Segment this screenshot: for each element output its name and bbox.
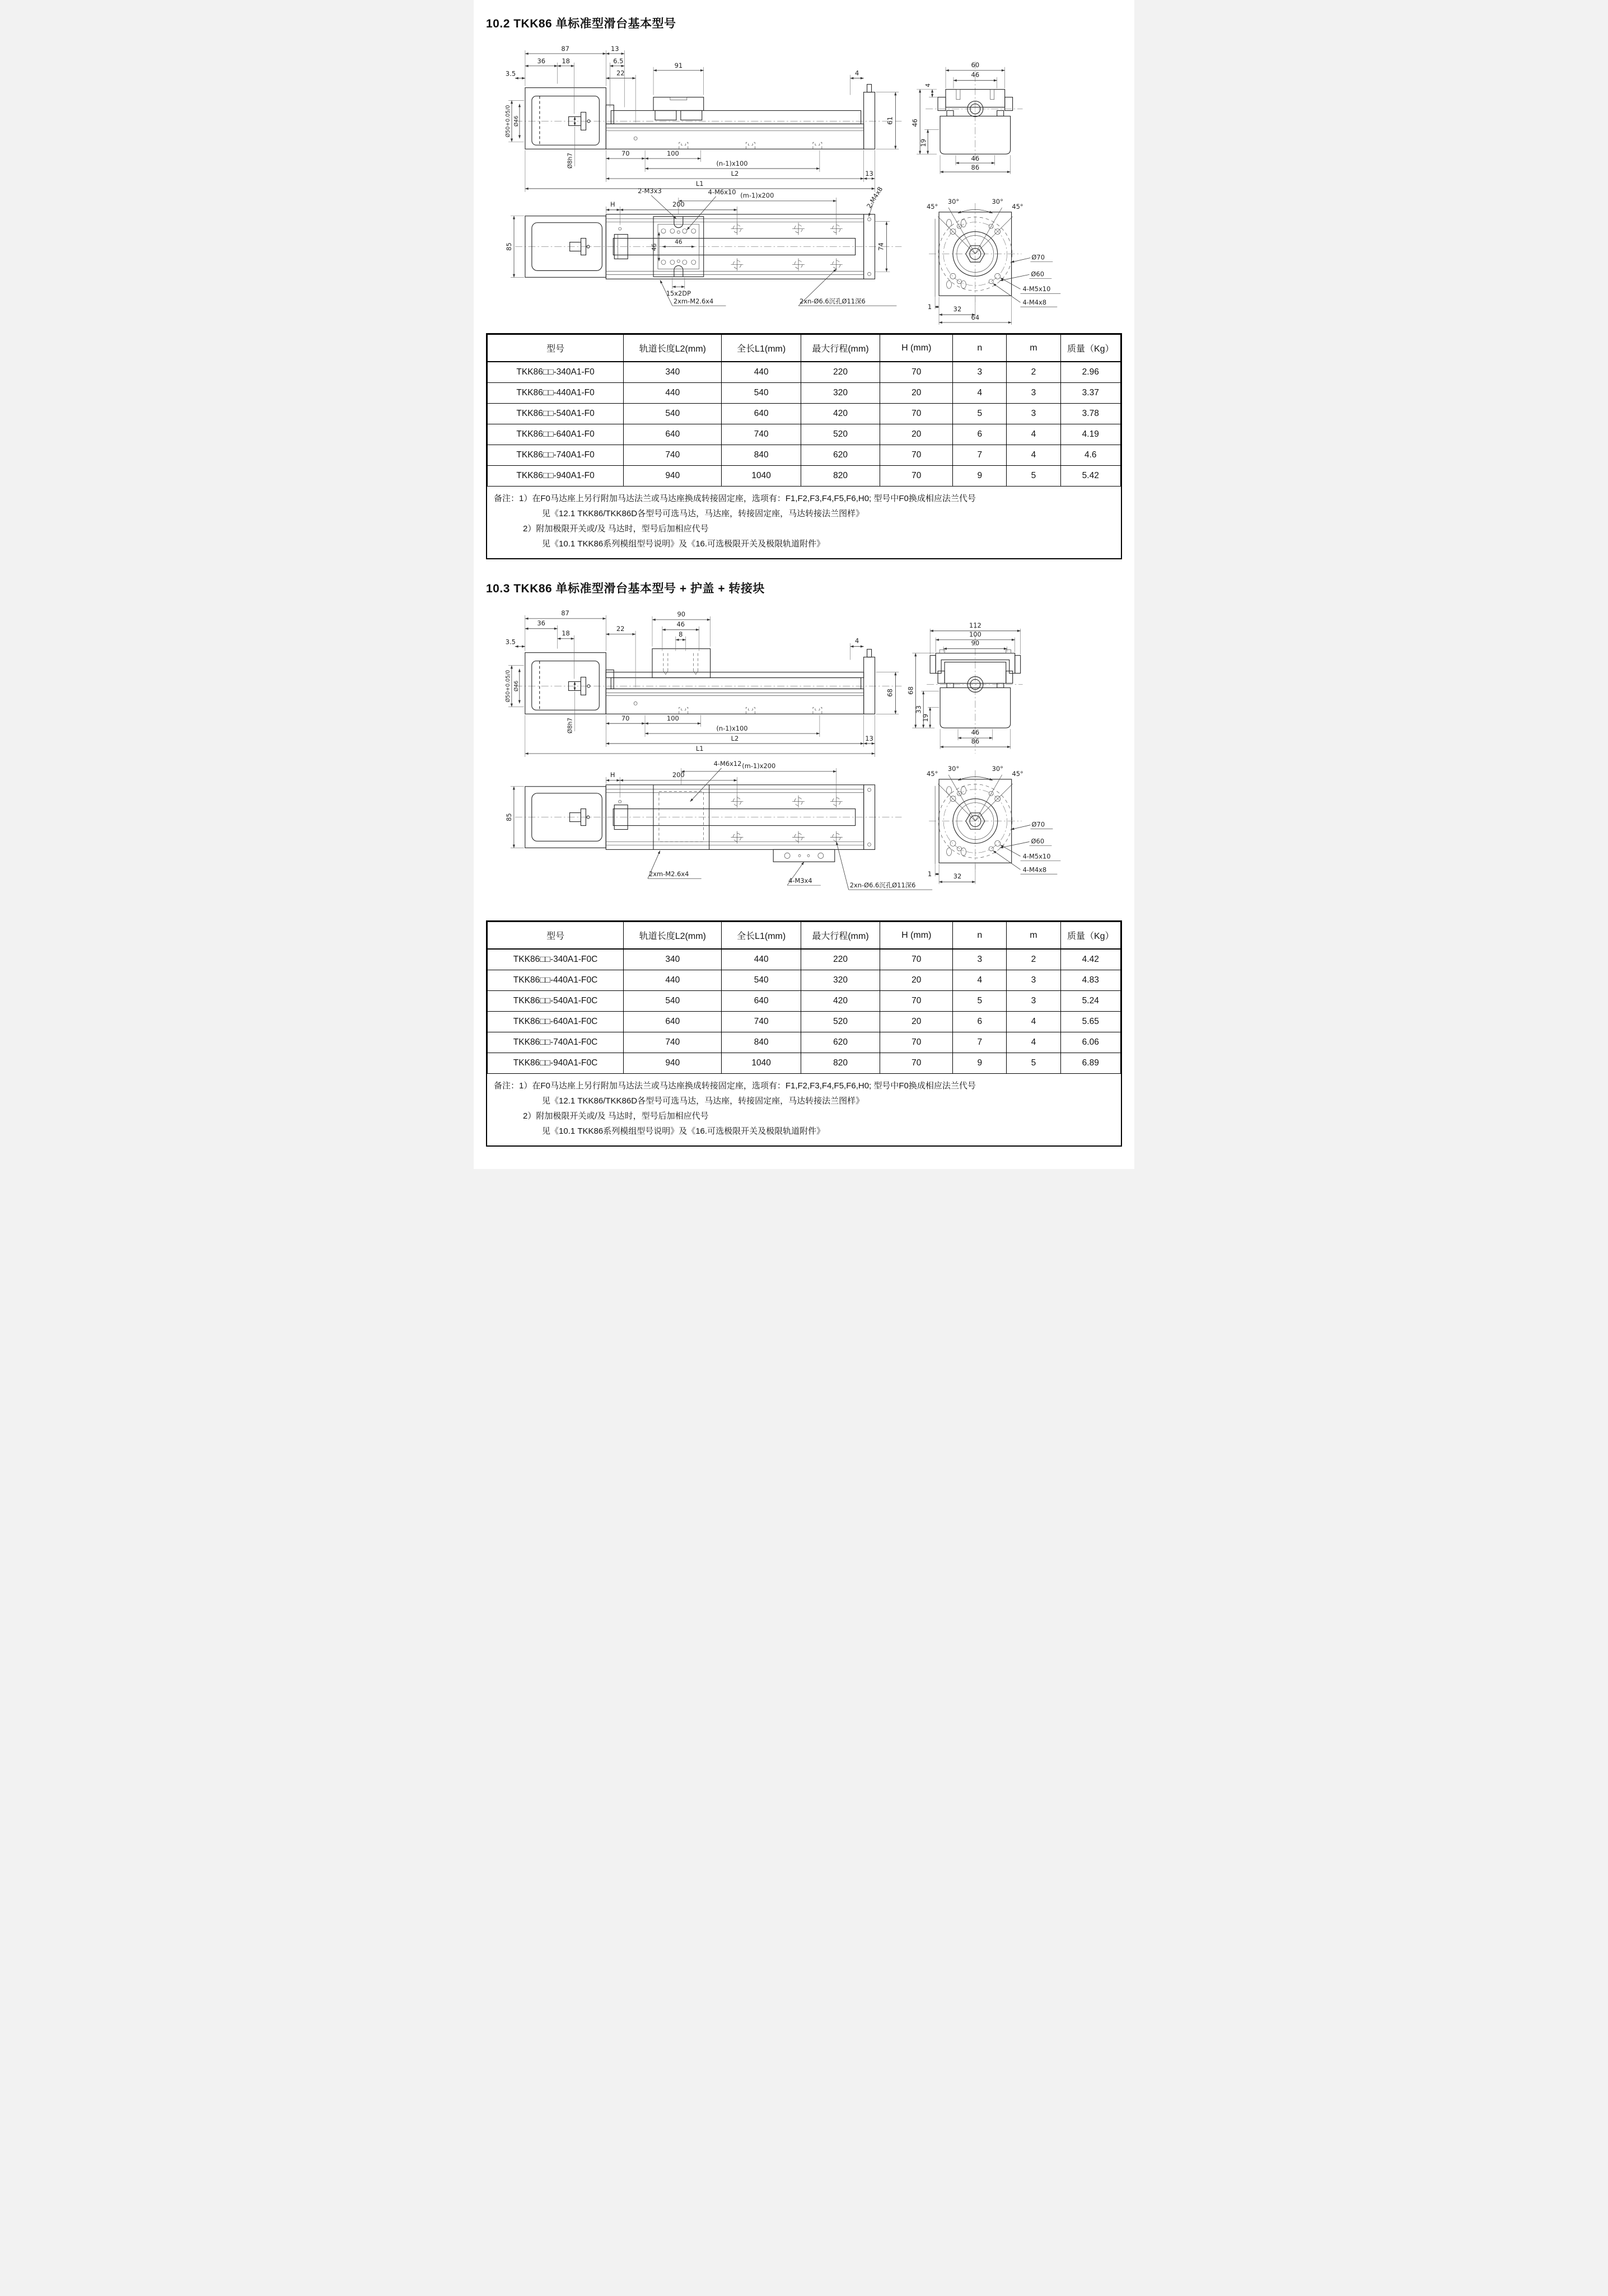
dim-label: Ø46 xyxy=(513,680,520,692)
dim-label: 19 xyxy=(919,138,928,147)
thread-callout: 4-M4x8 xyxy=(1022,298,1047,307)
value-cell: 420 xyxy=(801,404,880,424)
value-cell: 2.96 xyxy=(1060,362,1120,383)
dim-label: 87 xyxy=(561,609,569,617)
value-cell: 220 xyxy=(801,949,880,970)
value-cell: 220 xyxy=(801,362,880,383)
value-cell: 7 xyxy=(953,1032,1007,1053)
dim-label: 87 xyxy=(561,44,569,53)
model-cell: TKK86□□-540A1-F0 xyxy=(488,404,624,424)
value-cell: 6 xyxy=(953,424,1007,445)
dim-label: H xyxy=(610,200,615,208)
value-cell: 70 xyxy=(880,1053,953,1074)
header-row xyxy=(488,922,1121,950)
value-cell: 640 xyxy=(722,991,801,1012)
dim-label: 74 xyxy=(877,242,885,251)
dim-label: 19 xyxy=(922,713,930,722)
note-line: 备注：1）在F0马达座上另行附加马达法兰或马达座换成转接固定座，选项有：F1,F2,F3,F4,F5,F6,H0; 型号中F0换成相应法兰代号 xyxy=(494,494,976,503)
col-header-l1: 全长L1(mm) xyxy=(722,335,801,362)
table-body-10-2 xyxy=(488,362,1121,487)
value-cell: 9 xyxy=(953,466,1007,487)
value-cell: 740 xyxy=(722,1012,801,1032)
table-row xyxy=(488,1053,1121,1074)
dia-callout: Ø60 xyxy=(1031,270,1044,278)
dim-label: 46 xyxy=(675,239,683,246)
dim-label: L2 xyxy=(731,170,739,178)
angle-label: 45° xyxy=(927,769,938,778)
dim-label: 46 xyxy=(676,620,685,628)
col-header-l2: 轨道长度L2(mm) xyxy=(624,922,722,950)
value-cell: 70 xyxy=(880,949,953,970)
dim-label: 3.5 xyxy=(505,638,516,646)
value-cell: 3 xyxy=(953,949,1007,970)
dim-label: H xyxy=(610,770,615,779)
value-cell: 4.19 xyxy=(1060,424,1120,445)
value-cell: 5.24 xyxy=(1060,991,1120,1012)
thread-callout: 2-M4x8 xyxy=(864,185,885,210)
spec-table-10-3 xyxy=(486,920,1122,1147)
dim-label: 61 xyxy=(886,116,894,125)
value-cell: 4 xyxy=(953,383,1007,404)
dim-label: 70 xyxy=(621,149,630,158)
dia-callout: Ø70 xyxy=(1031,253,1045,261)
plan-view-dimensions xyxy=(505,760,932,890)
thread-callout: 2xm-M2.6x4 xyxy=(648,870,689,878)
value-cell: 5 xyxy=(953,991,1007,1012)
value-cell: 640 xyxy=(624,1012,722,1032)
dim-label: 91 xyxy=(674,61,683,69)
angle-label: 30° xyxy=(992,764,1003,773)
dim-label: 90 xyxy=(971,639,980,647)
value-cell: 1040 xyxy=(722,1053,801,1074)
table-row xyxy=(488,970,1121,991)
table-body-10-3 xyxy=(488,949,1121,1074)
value-cell: 340 xyxy=(624,362,722,383)
col-header-model: 型号 xyxy=(488,335,624,362)
thread-callout: 4-M5x10 xyxy=(1022,852,1051,861)
dim-label: 100 xyxy=(969,630,981,638)
value-cell: 5 xyxy=(1007,1053,1060,1074)
col-header-n: n xyxy=(953,922,1007,950)
plan-view-dimensions xyxy=(505,185,896,306)
value-cell: 2 xyxy=(1007,362,1060,383)
table-row xyxy=(488,383,1121,404)
value-cell: 740 xyxy=(722,424,801,445)
value-cell: 4.83 xyxy=(1060,970,1120,991)
col-header-h: H (mm) xyxy=(880,922,953,950)
dim-label: 18 xyxy=(562,57,570,65)
dim-label: 68 xyxy=(906,686,915,695)
dim-label: 1 xyxy=(927,303,932,311)
value-cell: 70 xyxy=(880,1032,953,1053)
value-cell: 1040 xyxy=(722,466,801,487)
col-header-l1: 全长L1(mm) xyxy=(722,922,801,950)
col-header-l2: 轨道长度L2(mm) xyxy=(624,335,722,362)
table-row xyxy=(488,404,1121,424)
counterbore-holes xyxy=(731,796,842,844)
value-cell: 70 xyxy=(880,445,953,466)
section-title-10-3: 10.3 TKK86 单标准型滑台基本型号 + 护盖 + 转接块 xyxy=(486,582,765,595)
dim-label: 33 xyxy=(914,705,923,714)
note-line: 见《10.1 TKK86系列模组型号说明》及《16.可选极限开关及极限轨道附件》 xyxy=(542,539,825,549)
value-cell: 7 xyxy=(953,445,1007,466)
value-cell: 70 xyxy=(880,466,953,487)
front-view-geometry xyxy=(515,649,902,714)
dim-label: 36 xyxy=(537,57,546,65)
value-cell: 9 xyxy=(953,1053,1007,1074)
dim-label: Ø50+0.05/0 xyxy=(504,670,511,703)
value-cell: 340 xyxy=(624,949,722,970)
note-line: 见《12.1 TKK86/TKK86D各型号可选马达，马达座，转接固定座，马达转接法兰图样》 xyxy=(542,509,864,518)
dim-label: Ø46 xyxy=(513,115,520,127)
thread-callout: 2-M3x3 xyxy=(638,186,662,195)
value-cell: 5.65 xyxy=(1060,1012,1120,1032)
value-cell: 20 xyxy=(880,383,953,404)
value-cell: 20 xyxy=(880,424,953,445)
value-cell: 320 xyxy=(801,383,880,404)
front-view-dimensions xyxy=(505,609,899,757)
angle-label: 30° xyxy=(992,197,1003,205)
value-cell: 640 xyxy=(722,404,801,424)
dim-label: 112 xyxy=(969,621,981,629)
value-cell: 420 xyxy=(801,991,880,1012)
dia-callout: Ø70 xyxy=(1031,820,1045,829)
spec-table-10-2 xyxy=(486,333,1122,559)
plan-view-geometry xyxy=(515,785,902,862)
angle-label: 45° xyxy=(1012,202,1023,211)
end-view xyxy=(927,198,1060,325)
value-cell: 440 xyxy=(624,383,722,404)
dim-label: (n-1)x100 xyxy=(716,724,748,733)
dim-label: 46 xyxy=(651,243,658,251)
value-cell: 2 xyxy=(1007,949,1060,970)
value-cell: 940 xyxy=(624,466,722,487)
dim-label: 46 xyxy=(971,728,980,737)
model-cell: TKK86□□-440A1-F0C xyxy=(488,970,624,991)
value-cell: 3.37 xyxy=(1060,383,1120,404)
dim-label: 13 xyxy=(865,170,873,178)
dim-label: Ø8h7 xyxy=(567,152,574,169)
hole-callout: 2xn-Ø6.6沉孔Ø11深6 xyxy=(800,297,866,306)
hole-callout: 2xn-Ø6.6沉孔Ø11深6 xyxy=(849,881,916,890)
angle-label: 45° xyxy=(1012,769,1023,778)
value-cell: 20 xyxy=(880,970,953,991)
value-cell: 70 xyxy=(880,404,953,424)
model-cell: TKK86□□-640A1-F0 xyxy=(488,424,624,445)
col-header-h: H (mm) xyxy=(880,335,953,362)
model-cell: TKK86□□-340A1-F0 xyxy=(488,362,624,383)
dim-label: 13 xyxy=(865,735,873,743)
dim-label: L1 xyxy=(695,745,704,753)
note-line: 见《10.1 TKK86系列模组型号说明》及《16.可选极限开关及极限轨道附件》 xyxy=(542,1126,825,1136)
dim-label: 46 xyxy=(971,155,980,163)
value-cell: 4 xyxy=(1007,1012,1060,1032)
col-header-model: 型号 xyxy=(488,922,624,950)
dim-label: 22 xyxy=(616,69,625,77)
dia-callout: Ø60 xyxy=(1031,837,1045,845)
dim-label: 60 xyxy=(971,60,980,69)
value-cell: 4 xyxy=(1007,445,1060,466)
col-header-weight: 质量（Kg） xyxy=(1060,335,1120,362)
value-cell: 740 xyxy=(624,445,722,466)
table-row xyxy=(488,991,1121,1012)
note-line: 2）附加极限开关或/及 马达时，型号后加相应代号 xyxy=(523,1111,709,1121)
value-cell: 540 xyxy=(722,970,801,991)
value-cell: 440 xyxy=(722,362,801,383)
dim-label: 46 xyxy=(971,71,980,79)
dim-label: 85 xyxy=(505,242,513,251)
value-cell: 620 xyxy=(801,445,880,466)
dim-label: 200 xyxy=(672,200,685,208)
dim-label: 4 xyxy=(855,637,859,645)
cross-section-view xyxy=(911,61,1022,174)
dim-label: 15x2DP xyxy=(666,289,691,298)
model-cell: TKK86□□-740A1-F0C xyxy=(488,1032,624,1053)
angle-label: 30° xyxy=(947,764,960,773)
value-cell: 3 xyxy=(1007,970,1060,991)
value-cell: 840 xyxy=(722,445,801,466)
note-line: 见《12.1 TKK86/TKK86D各型号可选马达，马达座，转接固定座，马达转接法兰图样》 xyxy=(542,1096,864,1106)
value-cell: 540 xyxy=(722,383,801,404)
thread-callout: 4-M4x8 xyxy=(1022,866,1047,874)
table-row xyxy=(488,466,1121,487)
value-cell: 320 xyxy=(801,970,880,991)
thread-callout: 2xm-M2.6x4 xyxy=(673,297,714,306)
dim-label: 4 xyxy=(925,83,932,87)
angle-label: 30° xyxy=(947,197,960,205)
angle-label: 45° xyxy=(926,202,938,211)
dim-label: 85 xyxy=(504,813,513,821)
value-cell: 3 xyxy=(1007,404,1060,424)
value-cell: 3 xyxy=(1007,991,1060,1012)
col-header-stroke: 最大行程(mm) xyxy=(801,922,880,950)
model-cell: TKK86□□-940A1-F0C xyxy=(488,1053,624,1074)
dim-label: 1 xyxy=(927,870,932,878)
thread-callout: 4-M5x10 xyxy=(1022,285,1051,293)
dim-label: Ø50+0.05/0 xyxy=(505,105,512,138)
value-cell: 820 xyxy=(801,1053,880,1074)
value-cell: 620 xyxy=(801,1032,880,1053)
value-cell: 440 xyxy=(722,949,801,970)
dim-label: 32 xyxy=(953,305,962,314)
thread-callout: 4-M3x4 xyxy=(788,877,812,885)
tkk86-f0-drawing xyxy=(486,35,1122,325)
value-cell: 3 xyxy=(1007,383,1060,404)
value-cell: 4 xyxy=(1007,1032,1060,1053)
dim-label: 3.5 xyxy=(505,69,516,78)
dim-label: 4 xyxy=(854,69,859,77)
dim-label: 70 xyxy=(621,714,630,723)
section-10-3 xyxy=(486,579,1122,1147)
side-section-view xyxy=(906,621,1022,754)
thread-callout: 4-M6x12 xyxy=(713,759,742,768)
dim-label: (n-1)x100 xyxy=(716,160,748,168)
value-cell: 6.06 xyxy=(1060,1032,1120,1053)
value-cell: 20 xyxy=(880,1012,953,1032)
dim-label: (m-1)x200 xyxy=(742,761,776,770)
note-line: 备注：1）在F0马达座上另行附加马达法兰或马达座换成转接固定座，选项有：F1,F2,F3,F4,F5,F6,H0; 型号中F0换成相应法兰代号 xyxy=(494,1081,976,1091)
dim-label: 100 xyxy=(666,714,679,723)
value-cell: 4.42 xyxy=(1060,949,1120,970)
value-cell: 640 xyxy=(624,424,722,445)
value-cell: 440 xyxy=(624,970,722,991)
table-row xyxy=(488,949,1121,970)
dim-label: 6.5 xyxy=(613,57,624,65)
value-cell: 840 xyxy=(722,1032,801,1053)
end-view xyxy=(927,765,1060,884)
dim-label: 90 xyxy=(677,610,686,618)
col-header-weight: 质量（Kg） xyxy=(1060,922,1120,950)
dim-label: 64 xyxy=(971,314,980,322)
dim-label: 46 xyxy=(911,119,919,127)
dim-label: 18 xyxy=(562,629,570,637)
table-row xyxy=(488,362,1121,383)
table-row xyxy=(488,1012,1121,1032)
notes-10-2 xyxy=(487,487,1121,558)
value-cell: 540 xyxy=(624,991,722,1012)
drawing-10-3 xyxy=(486,600,1122,915)
model-cell: TKK86□□-640A1-F0C xyxy=(488,1012,624,1032)
value-cell: 940 xyxy=(624,1053,722,1074)
drawing-10-2 xyxy=(486,35,1122,328)
catalog-page xyxy=(474,0,1134,1169)
section-10-2 xyxy=(486,15,1122,559)
tkk86-f0c-drawing xyxy=(486,600,1122,912)
dim-label: 100 xyxy=(666,149,679,158)
dim-label: 200 xyxy=(672,770,685,779)
dim-label: 68 xyxy=(886,689,894,697)
dim-label: L1 xyxy=(695,179,704,188)
value-cell: 5 xyxy=(953,404,1007,424)
value-cell: 70 xyxy=(880,991,953,1012)
col-header-m: m xyxy=(1007,335,1060,362)
value-cell: 740 xyxy=(624,1032,722,1053)
table-row xyxy=(488,445,1121,466)
value-cell: 5 xyxy=(1007,466,1060,487)
value-cell: 6.89 xyxy=(1060,1053,1120,1074)
value-cell: 520 xyxy=(801,424,880,445)
value-cell: 4 xyxy=(1007,424,1060,445)
value-cell: 540 xyxy=(624,404,722,424)
dim-label: 86 xyxy=(971,163,980,172)
value-cell: 4 xyxy=(953,970,1007,991)
value-cell: 6 xyxy=(953,1012,1007,1032)
dim-label: 13 xyxy=(611,44,619,53)
header-row xyxy=(488,335,1121,362)
model-cell: TKK86□□-540A1-F0C xyxy=(488,991,624,1012)
front-view-geometry xyxy=(515,85,901,149)
value-cell: 520 xyxy=(801,1012,880,1032)
dim-label: Ø8h7 xyxy=(567,717,574,734)
thread-callout: 4-M6x10 xyxy=(708,188,736,196)
model-cell: TKK86□□-940A1-F0 xyxy=(488,466,624,487)
model-cell: TKK86□□-740A1-F0 xyxy=(488,445,624,466)
table-row xyxy=(488,1032,1121,1053)
value-cell: 3.78 xyxy=(1060,404,1120,424)
notes-10-3 xyxy=(487,1074,1121,1145)
value-cell: 4.6 xyxy=(1060,445,1120,466)
dim-label: 32 xyxy=(953,872,962,881)
dim-label: 8 xyxy=(679,630,683,638)
col-header-n: n xyxy=(953,335,1007,362)
dim-label: 86 xyxy=(971,737,980,746)
col-header-m: m xyxy=(1007,922,1060,950)
col-header-stroke: 最大行程(mm) xyxy=(801,335,880,362)
model-cell: TKK86□□-340A1-F0C xyxy=(488,949,624,970)
dim-label: L2 xyxy=(731,735,739,743)
dim-label: 36 xyxy=(537,619,545,627)
value-cell: 5.42 xyxy=(1060,466,1120,487)
dim-label: (m-1)x200 xyxy=(740,191,774,199)
value-cell: 820 xyxy=(801,466,880,487)
note-line: 2）附加极限开关或/及 马达时，型号后加相应代号 xyxy=(523,524,709,534)
value-cell: 3 xyxy=(953,362,1007,383)
dim-label: 22 xyxy=(616,624,625,633)
table-row xyxy=(488,424,1121,445)
plan-view-geometry xyxy=(515,214,901,279)
value-cell: 70 xyxy=(880,362,953,383)
section-title-10-2: 10.2 TKK86 单标准型滑台基本型号 xyxy=(486,17,676,30)
model-cell: TKK86□□-440A1-F0 xyxy=(488,383,624,404)
